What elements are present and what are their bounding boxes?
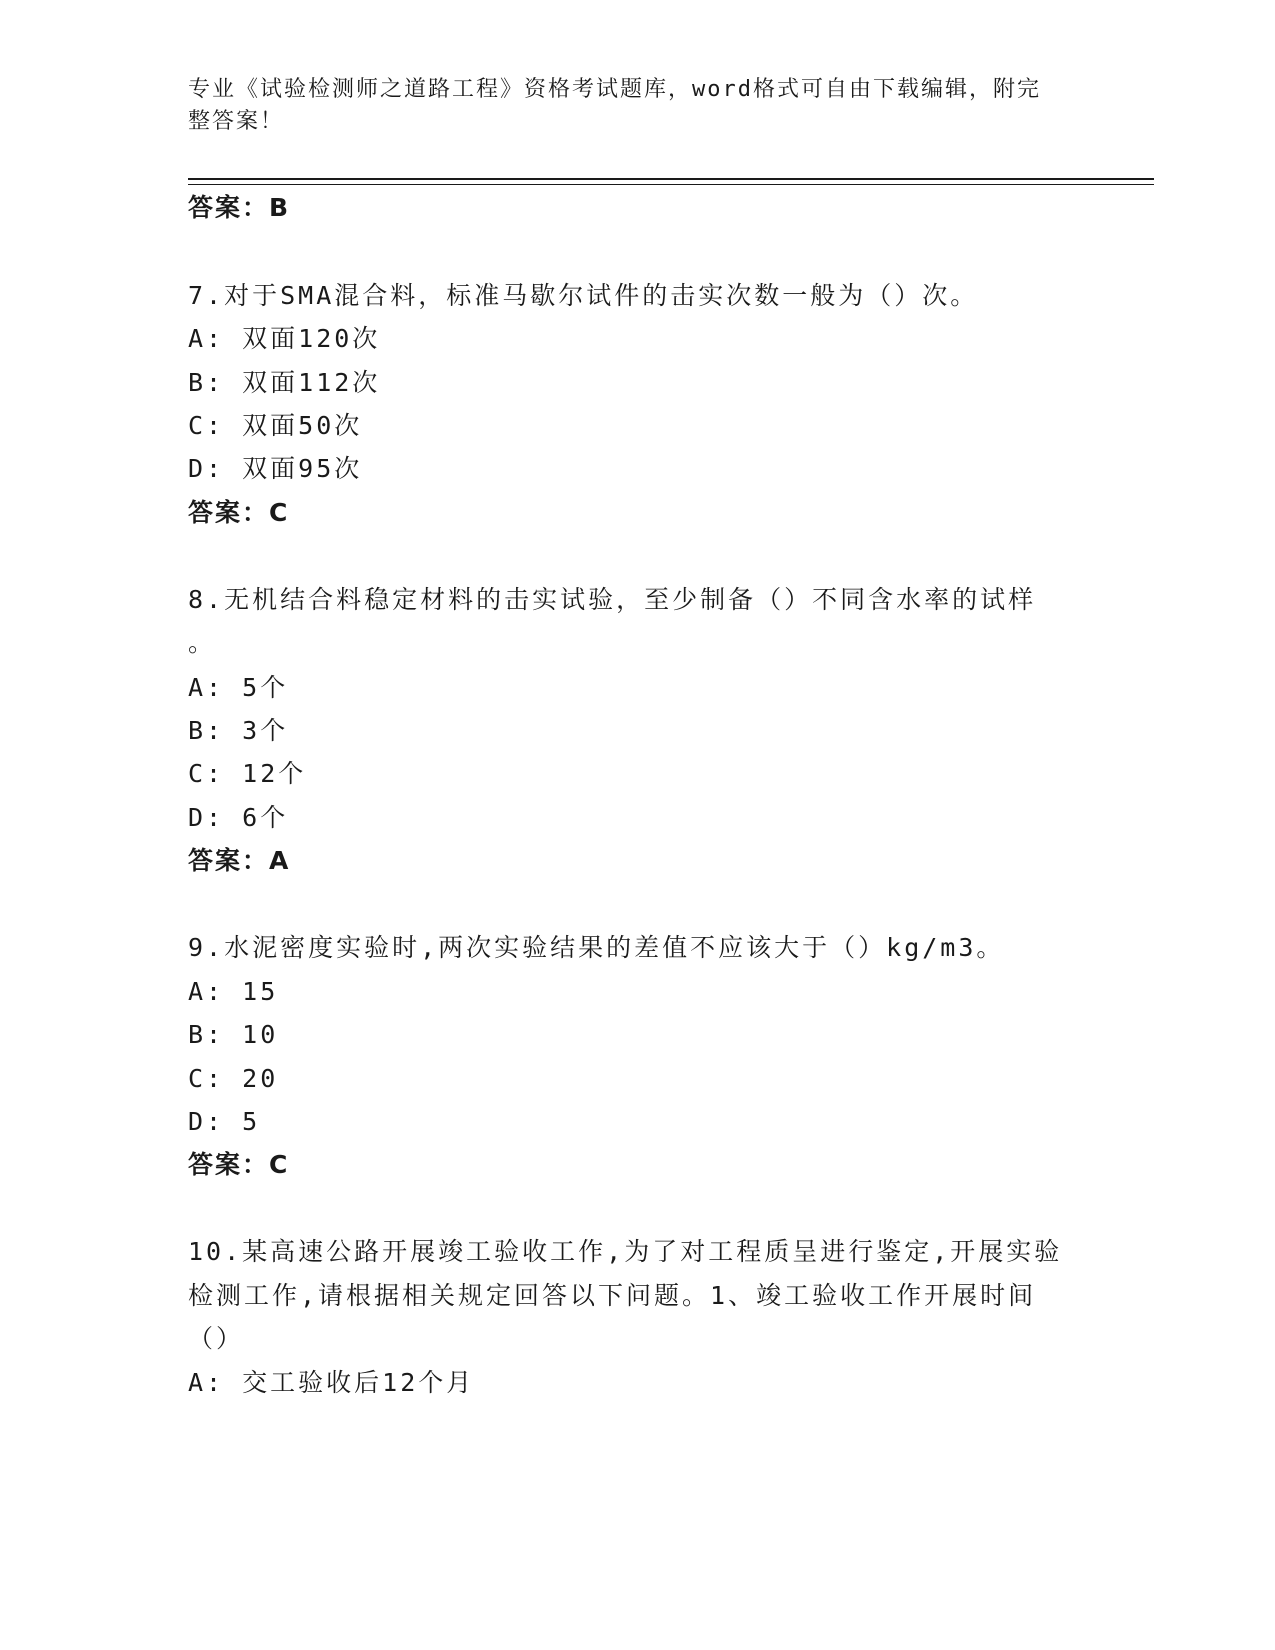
question-9-option-b: B: 10 <box>188 1020 279 1049</box>
question-8-stem: 8.无机结合料稳定材料的击实试验，至少制备（）不同含水率的试样 <box>188 585 1037 614</box>
question-8-option-b: B: 3个 <box>188 716 289 745</box>
question-10-option-a: A: 交工验收后12个月 <box>188 1368 475 1397</box>
question-9-option-c: C: 20 <box>188 1064 279 1093</box>
question-8-stem-cont: 。 <box>188 628 217 657</box>
question-10-stem-cont-1: 检测工作,请根据相关规定回答以下问题。1、竣工验收工作开展时间 <box>188 1281 1037 1310</box>
question-9-answer: 答案：C <box>188 1150 290 1179</box>
question-8-option-c: C: 12个 <box>188 759 307 788</box>
question-8-option-d: D: 6个 <box>188 803 289 832</box>
question-7-answer: 答案：C <box>188 498 290 527</box>
intro-line-2: 整答案！ <box>188 109 285 134</box>
question-10-stem-cont-2: （） <box>188 1324 245 1353</box>
question-8-answer: 答案：A <box>188 846 291 875</box>
intro-line-1: 专业《试验检测师之道路工程》资格考试题库，word格式可自由下载编辑，附完 <box>188 77 1041 102</box>
header-divider-thick <box>188 178 1154 180</box>
question-7-option-d: D: 双面95次 <box>188 454 363 483</box>
question-7-option-a: A: 双面120次 <box>188 324 381 353</box>
question-7-option-c: C: 双面50次 <box>188 411 363 440</box>
question-9-option-a: A: 15 <box>188 977 279 1006</box>
document-intro <box>188 74 1068 138</box>
question-9-option-d: D: 5 <box>188 1107 261 1136</box>
question-7-stem: 7.对于SMA混合料，标准马歇尔试件的击实次数一般为（）次。 <box>188 281 979 310</box>
question-7-option-b: B: 双面112次 <box>188 368 381 397</box>
previous-answer: 答案：B <box>188 193 291 222</box>
question-8-option-a: A: 5个 <box>188 673 289 702</box>
header-divider-thin <box>188 184 1154 185</box>
question-10-stem: 10.某高速公路开展竣工验收工作,为了对工程质呈进行鉴定,开展实验 <box>188 1237 1063 1266</box>
question-9-stem: 9.水泥密度实验时,两次实验结果的差值不应该大于（）kg/m3。 <box>188 933 1005 962</box>
